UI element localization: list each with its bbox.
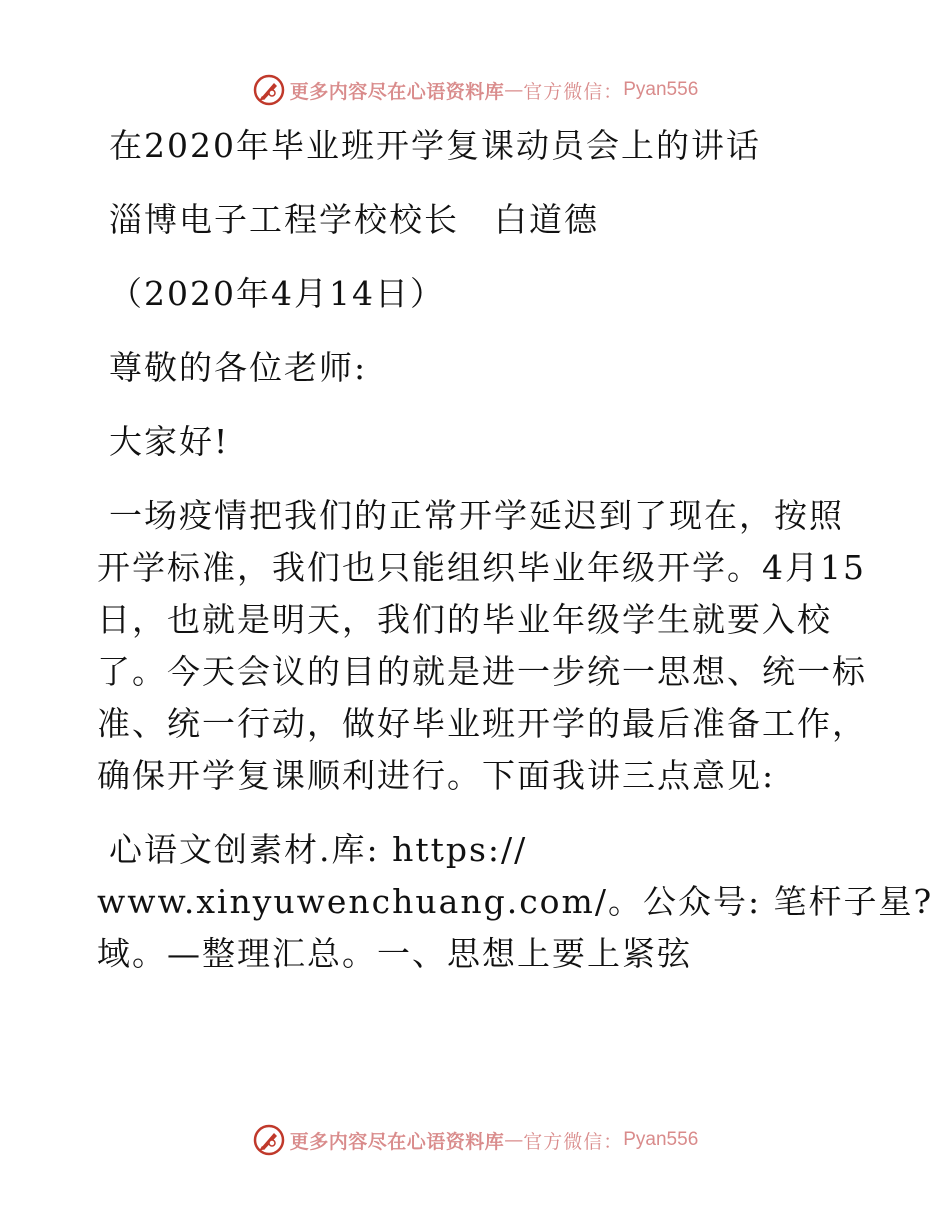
paragraph-intro — [97, 490, 867, 802]
footer-watermark — [0, 1120, 950, 1160]
paragraph-source — [97, 824, 934, 980]
watermark-wechat-handle: Pyan556 — [623, 79, 699, 100]
watermark-brand: 更多内容尽在心语资料库 — [289, 1130, 505, 1153]
paragraph-line: 了。今天会议的目的就是进一步统一思想、统一标 — [97, 652, 867, 691]
paragraph-line: 开学标准，我们也只能组织毕业年级开学。4月15 — [97, 548, 866, 587]
document-body — [97, 120, 934, 1002]
watermark-separator: — — [504, 1129, 524, 1151]
document-date: （2020年4月14日） — [109, 274, 445, 313]
document-greeting: 大家好! — [109, 422, 230, 461]
pen-logo-icon — [252, 1123, 286, 1157]
watermark-wechat-label: 官方微信： — [523, 1130, 624, 1153]
document-title: 在2020年毕业班开学复课动员会上的讲话 — [109, 126, 761, 165]
header-watermark — [0, 70, 950, 110]
watermark-separator: — — [504, 79, 524, 101]
paragraph-line: www.xinyuwenchuang.com/。公众号: 笔杆子星? — [97, 882, 934, 921]
document-author: 淄博电子工程学校校长 白道德 — [109, 200, 599, 239]
watermark-wechat-handle: Pyan556 — [623, 1129, 699, 1150]
paragraph-line: 确保开学复课顺利进行。下面我讲三点意见: — [97, 756, 776, 795]
pen-logo-icon — [252, 73, 286, 107]
watermark-brand: 更多内容尽在心语资料库 — [289, 80, 505, 103]
paragraph-line: 一场疫情把我们的正常开学延迟到了现在，按照 — [109, 496, 844, 535]
paragraph-line: 日，也就是明天，我们的毕业年级学生就要入校 — [97, 600, 832, 639]
watermark-wechat-label: 官方微信： — [523, 80, 624, 103]
paragraph-line: 心语文创素材.库: https:// — [109, 830, 528, 869]
paragraph-line: 域。—整理汇总。一、思想上要上紧弦 — [97, 934, 692, 973]
document-salutation: 尊敬的各位老师: — [109, 348, 368, 387]
paragraph-line: 准、统一行动，做好毕业班开学的最后准备工作， — [97, 704, 867, 743]
